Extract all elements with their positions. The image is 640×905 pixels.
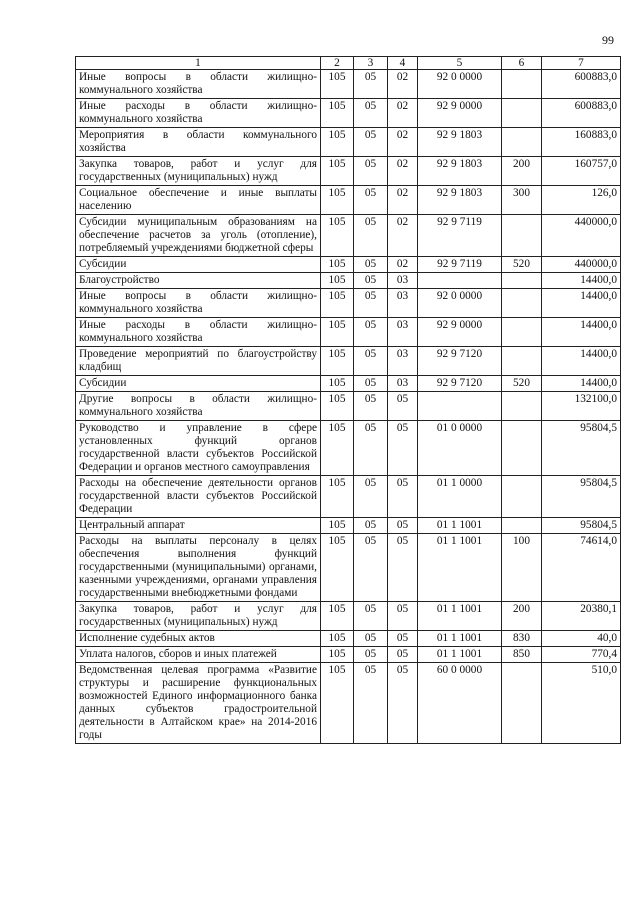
- cell-section-code: 05: [354, 518, 388, 534]
- cell-name: Иные расходы в области жилищно-коммунального хозяйства: [76, 99, 321, 128]
- cell-amount: 440000,0: [542, 215, 621, 257]
- budget-table: [75, 56, 621, 744]
- cell-expense-type: 200: [502, 157, 542, 186]
- cell-subsection-code: 05: [388, 518, 418, 534]
- cell-expense-type: 300: [502, 186, 542, 215]
- table-row: [76, 518, 621, 534]
- header-col-3: 3: [354, 57, 388, 70]
- cell-name: Субсидии: [76, 376, 321, 392]
- table-row: [76, 602, 621, 631]
- cell-section-code: 05: [354, 157, 388, 186]
- cell-ministry-code: 105: [321, 70, 354, 99]
- table-row: [76, 273, 621, 289]
- table-row: [76, 647, 621, 663]
- cell-subsection-code: 02: [388, 99, 418, 128]
- cell-ministry-code: 105: [321, 663, 354, 744]
- cell-expense-type: [502, 273, 542, 289]
- table-header: [76, 57, 621, 70]
- cell-ministry-code: 105: [321, 157, 354, 186]
- cell-name: Центральный аппарат: [76, 518, 321, 534]
- cell-subsection-code: 05: [388, 663, 418, 744]
- cell-target-article: [418, 392, 502, 421]
- table-row: [76, 318, 621, 347]
- cell-subsection-code: 03: [388, 347, 418, 376]
- cell-ministry-code: 105: [321, 647, 354, 663]
- cell-ministry-code: 105: [321, 215, 354, 257]
- table-row: [76, 186, 621, 215]
- cell-subsection-code: 02: [388, 70, 418, 99]
- cell-target-article: 92 9 1803: [418, 128, 502, 157]
- table-row: [76, 70, 621, 99]
- cell-subsection-code: 05: [388, 476, 418, 518]
- cell-amount: 770,4: [542, 647, 621, 663]
- cell-section-code: 05: [354, 257, 388, 273]
- cell-section-code: 05: [354, 215, 388, 257]
- cell-expense-type: [502, 289, 542, 318]
- cell-subsection-code: 05: [388, 534, 418, 602]
- cell-name: Субсидии муниципальным образованиям на обеспечение расчетов за уголь (отопление), потребляемый учреждениями бюджетной сферы: [76, 215, 321, 257]
- cell-subsection-code: 05: [388, 392, 418, 421]
- table-row: [76, 663, 621, 744]
- cell-expense-type: [502, 99, 542, 128]
- cell-subsection-code: 03: [388, 289, 418, 318]
- table-row: [76, 257, 621, 273]
- cell-expense-type: 200: [502, 602, 542, 631]
- cell-expense-type: 830: [502, 631, 542, 647]
- cell-target-article: 01 1 0000: [418, 476, 502, 518]
- cell-target-article: 92 9 7120: [418, 376, 502, 392]
- cell-name: Расходы на обеспечение деятельности органов государственной власти субъектов Российской Федерации: [76, 476, 321, 518]
- cell-subsection-code: 03: [388, 376, 418, 392]
- cell-target-article: [418, 273, 502, 289]
- cell-target-article: 92 9 7120: [418, 347, 502, 376]
- cell-subsection-code: 05: [388, 631, 418, 647]
- table-row: [76, 476, 621, 518]
- cell-target-article: 60 0 0000: [418, 663, 502, 744]
- cell-section-code: 05: [354, 663, 388, 744]
- cell-subsection-code: 05: [388, 647, 418, 663]
- table-row: [76, 157, 621, 186]
- cell-amount: 40,0: [542, 631, 621, 647]
- cell-target-article: 92 9 1803: [418, 186, 502, 215]
- cell-expense-type: [502, 663, 542, 744]
- cell-section-code: 05: [354, 631, 388, 647]
- cell-name: Иные вопросы в области жилищно-коммунального хозяйства: [76, 70, 321, 99]
- cell-subsection-code: 03: [388, 273, 418, 289]
- cell-target-article: 01 1 1001: [418, 631, 502, 647]
- table-row: [76, 534, 621, 602]
- cell-subsection-code: 02: [388, 157, 418, 186]
- table-row: [76, 421, 621, 476]
- cell-ministry-code: 105: [321, 128, 354, 157]
- cell-section-code: 05: [354, 128, 388, 157]
- cell-ministry-code: 105: [321, 257, 354, 273]
- cell-amount: 14400,0: [542, 376, 621, 392]
- cell-expense-type: [502, 70, 542, 99]
- cell-section-code: 05: [354, 376, 388, 392]
- table-row: [76, 128, 621, 157]
- cell-section-code: 05: [354, 347, 388, 376]
- cell-target-article: 01 1 1001: [418, 518, 502, 534]
- cell-subsection-code: 05: [388, 602, 418, 631]
- cell-amount: 14400,0: [542, 289, 621, 318]
- cell-amount: 510,0: [542, 663, 621, 744]
- cell-ministry-code: 105: [321, 376, 354, 392]
- table-row: [76, 392, 621, 421]
- cell-section-code: 05: [354, 70, 388, 99]
- cell-ministry-code: 105: [321, 534, 354, 602]
- cell-ministry-code: 105: [321, 421, 354, 476]
- cell-name: Проведение мероприятий по благоустройству кладбищ: [76, 347, 321, 376]
- cell-target-article: 01 1 1001: [418, 647, 502, 663]
- cell-expense-type: [502, 518, 542, 534]
- cell-name: Ведомственная целевая программа «Развитие структуры и расширение функциональных возможностей Единого информационного банка данных субъектов градостроительной деятельности в Алтайском крае» на 2014-2016 годы: [76, 663, 321, 744]
- cell-subsection-code: 03: [388, 318, 418, 347]
- cell-amount: 14400,0: [542, 318, 621, 347]
- table-row: [76, 289, 621, 318]
- cell-expense-type: 520: [502, 257, 542, 273]
- cell-expense-type: [502, 215, 542, 257]
- cell-section-code: 05: [354, 534, 388, 602]
- cell-name: Другие вопросы в области жилищно-коммунального хозяйства: [76, 392, 321, 421]
- cell-section-code: 05: [354, 186, 388, 215]
- cell-amount: 95804,5: [542, 421, 621, 476]
- cell-expense-type: [502, 476, 542, 518]
- cell-amount: 160757,0: [542, 157, 621, 186]
- cell-amount: 440000,0: [542, 257, 621, 273]
- cell-expense-type: [502, 128, 542, 157]
- cell-ministry-code: 105: [321, 289, 354, 318]
- cell-amount: 20380,1: [542, 602, 621, 631]
- cell-ministry-code: 105: [321, 518, 354, 534]
- cell-amount: 600883,0: [542, 70, 621, 99]
- cell-subsection-code: 02: [388, 215, 418, 257]
- cell-section-code: 05: [354, 273, 388, 289]
- header-col-1: 1: [76, 57, 321, 70]
- cell-subsection-code: 02: [388, 128, 418, 157]
- table-row: [76, 376, 621, 392]
- cell-target-article: 92 9 1803: [418, 157, 502, 186]
- cell-name: Мероприятия в области коммунального хозяйства: [76, 128, 321, 157]
- cell-name: Субсидии: [76, 257, 321, 273]
- cell-target-article: 92 9 0000: [418, 318, 502, 347]
- cell-name: Руководство и управление в сфере установленных функций органов государственной власти субъектов Российской Федерации и органов местного самоуправления: [76, 421, 321, 476]
- cell-target-article: 01 0 0000: [418, 421, 502, 476]
- cell-ministry-code: 105: [321, 347, 354, 376]
- cell-amount: 126,0: [542, 186, 621, 215]
- cell-ministry-code: 105: [321, 186, 354, 215]
- header-row: [76, 57, 621, 70]
- cell-section-code: 05: [354, 289, 388, 318]
- cell-expense-type: 850: [502, 647, 542, 663]
- cell-section-code: 05: [354, 602, 388, 631]
- cell-expense-type: [502, 318, 542, 347]
- cell-ministry-code: 105: [321, 392, 354, 421]
- cell-target-article: 92 0 0000: [418, 289, 502, 318]
- cell-name: Расходы на выплаты персоналу в целях обеспечения выполнения функций государственными (муниципальными) органами, казенными учреждениями, органами управления государственными внебюджетными фондами: [76, 534, 321, 602]
- cell-target-article: 92 9 0000: [418, 99, 502, 128]
- cell-subsection-code: 02: [388, 257, 418, 273]
- cell-section-code: 05: [354, 421, 388, 476]
- cell-name: Иные расходы в области жилищно-коммунального хозяйства: [76, 318, 321, 347]
- cell-section-code: 05: [354, 318, 388, 347]
- cell-ministry-code: 105: [321, 631, 354, 647]
- cell-target-article: 92 9 7119: [418, 215, 502, 257]
- cell-ministry-code: 105: [321, 273, 354, 289]
- cell-name: Социальное обеспечение и иные выплаты населению: [76, 186, 321, 215]
- cell-expense-type: [502, 392, 542, 421]
- cell-expense-type: [502, 421, 542, 476]
- cell-expense-type: 100: [502, 534, 542, 602]
- table-row: [76, 99, 621, 128]
- header-col-2: 2: [321, 57, 354, 70]
- cell-target-article: 01 1 1001: [418, 602, 502, 631]
- cell-ministry-code: 105: [321, 602, 354, 631]
- cell-amount: 95804,5: [542, 476, 621, 518]
- header-col-7: 7: [542, 57, 621, 70]
- header-col-6: 6: [502, 57, 542, 70]
- cell-ministry-code: 105: [321, 318, 354, 347]
- cell-name: Уплата налогов, сборов и иных платежей: [76, 647, 321, 663]
- cell-name: Иные вопросы в области жилищно-коммунального хозяйства: [76, 289, 321, 318]
- cell-amount: 74614,0: [542, 534, 621, 602]
- cell-target-article: 01 1 1001: [418, 534, 502, 602]
- table-row: [76, 215, 621, 257]
- cell-name: Исполнение судебных актов: [76, 631, 321, 647]
- table-row: [76, 347, 621, 376]
- table-body: [76, 70, 621, 744]
- cell-ministry-code: 105: [321, 99, 354, 128]
- cell-name: Закупка товаров, работ и услуг для государственных (муниципальных) нужд: [76, 157, 321, 186]
- cell-amount: 95804,5: [542, 518, 621, 534]
- cell-amount: 600883,0: [542, 99, 621, 128]
- header-col-5: 5: [418, 57, 502, 70]
- cell-amount: 14400,0: [542, 273, 621, 289]
- cell-amount: 132100,0: [542, 392, 621, 421]
- cell-expense-type: [502, 347, 542, 376]
- cell-amount: 160883,0: [542, 128, 621, 157]
- cell-section-code: 05: [354, 99, 388, 128]
- cell-ministry-code: 105: [321, 476, 354, 518]
- cell-target-article: 92 9 7119: [418, 257, 502, 273]
- header-col-4: 4: [388, 57, 418, 70]
- cell-subsection-code: 02: [388, 186, 418, 215]
- cell-amount: 14400,0: [542, 347, 621, 376]
- cell-section-code: 05: [354, 647, 388, 663]
- cell-section-code: 05: [354, 392, 388, 421]
- page-number: 99: [602, 33, 614, 47]
- cell-target-article: 92 0 0000: [418, 70, 502, 99]
- cell-subsection-code: 05: [388, 421, 418, 476]
- cell-expense-type: 520: [502, 376, 542, 392]
- table-row: [76, 631, 621, 647]
- cell-name: Благоустройство: [76, 273, 321, 289]
- cell-section-code: 05: [354, 476, 388, 518]
- cell-name: Закупка товаров, работ и услуг для государственных (муниципальных) нужд: [76, 602, 321, 631]
